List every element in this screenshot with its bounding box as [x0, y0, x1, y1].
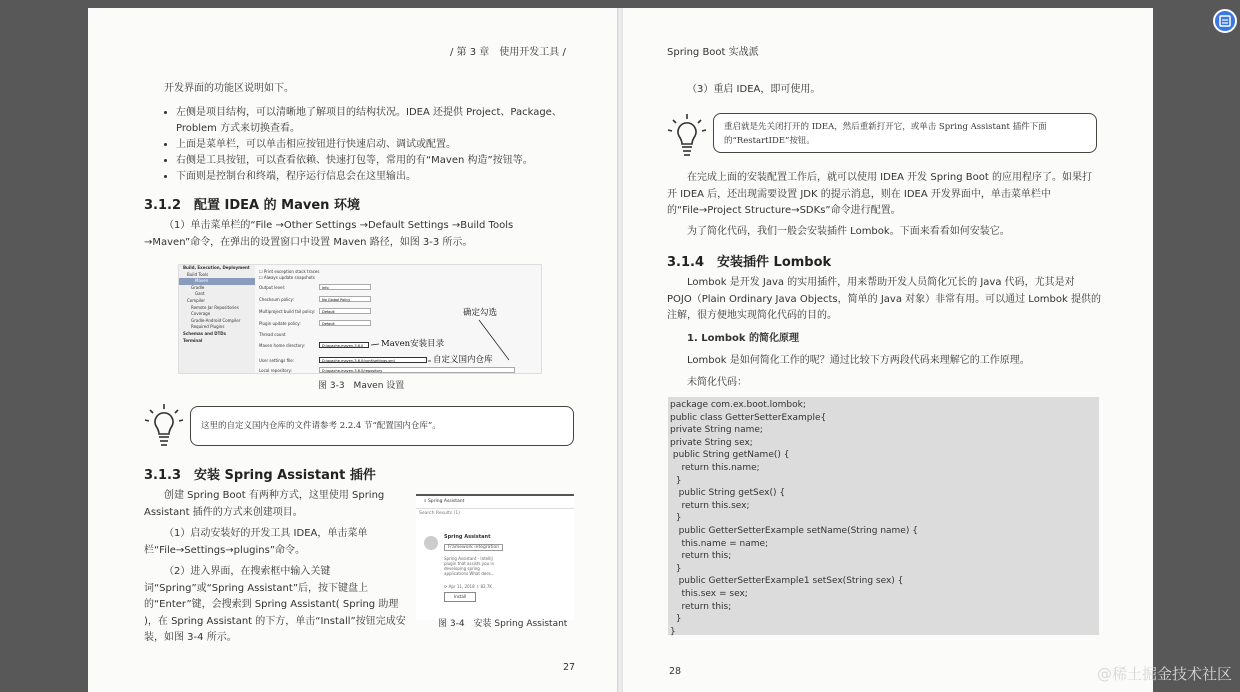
tree-item: Gradle-Android Compiler [191, 317, 241, 323]
setting-label: Maven home directory: [259, 343, 306, 348]
code-line: private String name; [670, 425, 763, 436]
code-line: public class GetterSetterExample{ [670, 412, 827, 423]
figure-caption-33: 图 3-3 Maven 设置 [318, 381, 405, 391]
annot-maven-home: Maven安装目录 [381, 339, 445, 349]
code-line: return this.name; [670, 462, 760, 473]
lightbulb-icon [667, 112, 707, 160]
plugin-figure [416, 494, 574, 620]
code-line: package com.ex.boot.lombok; [670, 400, 806, 410]
install-button[interactable]: Install [444, 592, 476, 602]
setting-label: Checksum policy: [259, 297, 294, 302]
note-box-2: 重启就是先关闭打开的 IDEA，然后重新打开它，或单击 Spring Assistant 插件下面的“RestartIDE”按钮。 [713, 113, 1097, 153]
tree-item: Remote Jar Repositories [191, 304, 239, 310]
section-heading-313: 3.1.3 安装 Spring Assistant 插件 [144, 468, 376, 483]
setting-label: Plugin update policy: [259, 321, 301, 326]
feature-list [162, 105, 582, 185]
para-4: Lombok 是如何简化工作的呢？通过比较下方两段代码来理解它的工作原理。 [687, 355, 1030, 366]
list-item: • 左侧是项目结构，可以清晰地了解项目的结构状况。IDEA 还提供 Project、Package、Problem 方式来切换查看。 [176, 105, 582, 137]
setting-label: Local repository: [259, 368, 292, 373]
setting-label: Multiproject build fail policy: [259, 309, 316, 314]
intro-text: 开发界面的功能区说明如下。 [164, 83, 294, 94]
para-2: 为了简化代码，我们一般会安装插件 Lombok。下面来看看如何安装它。 [687, 226, 1010, 237]
list-item: • 下面则是控制台和终端，程序运行信息会在这里输出。 [176, 169, 582, 185]
code-line: private String sex; [670, 437, 753, 448]
maven-home-field: D:/apache-maven-3.6.0 [319, 342, 369, 348]
tree-item-selected: Maven [179, 278, 255, 285]
annot-repo: 自定义国内仓库 [433, 355, 493, 365]
tree-item: Terminal [183, 337, 203, 343]
left-page [88, 8, 617, 692]
para-312: （1）单击菜单栏的“File →Other Settings →Default Settings →Build Tools →Maven”命令，在弹出的设置窗口中设置 Maven 路径，如图 3-3 所示。 [144, 220, 514, 248]
code-line: } [670, 614, 682, 625]
lightbulb-icon [144, 402, 184, 450]
list-item: • 右侧是工具按钮，可以查看依赖、快速打包等，常用的有“Maven 构造”按钮等。 [176, 153, 582, 169]
checkbox-row: ☐ Always update snapshots [259, 275, 315, 280]
para-1: 在完成上面的安装配置工作后，就可以使用 IDEA 开发 Spring Boot 的应用程序了。如果打开 IDEA 后，还出现需要设置 JDK 的提示消息，则在 IDEA 开发界面中，单击菜单栏中的“File→Project Structure→SDKs”命令进行配置。 [667, 172, 1092, 216]
para-313-3: （2）进入界面，在搜索框中输入关键词“Spring”或“Spring Assistant”后，按下键盘上的“Enter”键，会搜索到 Spring Assistant( Spring 助理 )，在 Spring Assistant 的下方，单击“Install”按钮完成安装，如图 3-4 所示。 [144, 566, 406, 643]
setting-field: Default [319, 308, 371, 314]
tree-item: Build, Execution, Deployment [183, 265, 250, 270]
list-item: • 上面是菜单栏，可以单击相应按钮进行快速启动、调试或配置。 [176, 137, 582, 153]
right-page-header: Spring Boot 实战派 [667, 47, 759, 58]
local-repo-field: D:/apache-maven-3.6.0/repository [319, 367, 515, 373]
plugin-search-bar: ⌕ Spring Assistant [416, 496, 574, 509]
para-313-1: 创建 Spring Boot 有两种方式，这里使用 Spring Assistant 插件的方式来创建项目。 [144, 490, 385, 518]
tree-item: Coverage [191, 311, 211, 317]
annotation-arrows [179, 265, 541, 373]
left-page-header: / 第 3 章 使用开发工具 / [450, 47, 566, 58]
code-line: } [670, 475, 682, 486]
book-icon [1215, 11, 1235, 31]
code-line: return this; [670, 601, 732, 612]
code-line: public String getSex() { [670, 488, 786, 499]
subheading-1: 1. Lombok 的简化原理 [687, 333, 800, 344]
code-line: } [670, 513, 682, 524]
note-box-1: 这里的自定义国内仓库的文件请参考 2.2.4 节“配置国内仓库”。 [190, 406, 574, 446]
tree-item: Schemas and DTDs [183, 330, 227, 336]
plugin-icon [424, 536, 438, 550]
search-results-label: Search Results (1) [419, 511, 460, 516]
section-heading-314: 3.1.4 安装插件 Lombok [667, 255, 832, 270]
code-line: } [670, 626, 676, 637]
code-line: public String getName() { [670, 450, 790, 461]
watermark: @稀土掘金技术社区 [1096, 665, 1232, 683]
plugin-tag: Framework integration [444, 544, 503, 551]
code-line: public GetterSetterExample setName(String name) { [670, 525, 918, 536]
setting-field: Info [319, 284, 371, 290]
tree-item: Gradle [191, 284, 205, 290]
para-3: Lombok 是开发 Java 的实用插件，用来帮助开发人员简化冗长的 Java 代码，尤其是对 POJO（Plain Ordinary Java Objects，简单的 Java 对象）非常有用。可以通过 Lombok 提供的注解，很方便地实现简化代码的目的。 [667, 277, 1101, 321]
code-block [668, 397, 1099, 635]
tree-item: Compiler [187, 297, 206, 303]
step3-text: （3）重启 IDEA，即可使用。 [687, 84, 821, 95]
setting-label: Output level: [259, 285, 286, 290]
para-313-2: （1）启动安装好的开发工具 IDEA，单击菜单栏“File→Settings→plugins”命令。 [144, 528, 368, 556]
plugin-description: Spring Assistant - IntelliJ plugin that assists you in developing spring applications What does... [444, 556, 495, 576]
plugin-name: Spring Assistant [444, 534, 491, 540]
tree-item: Required Plugins [191, 324, 225, 330]
setting-field: No Global Policy [319, 296, 371, 302]
float-action-button[interactable] [1213, 9, 1237, 33]
annot-confirm: 确定勾选 [463, 308, 498, 318]
code-line: } [670, 563, 682, 574]
tree-item: Gant [195, 291, 205, 297]
code-line: this.name = name; [670, 538, 769, 549]
page-number-left: 27 [563, 662, 576, 673]
code-line: this.sex = sex; [670, 588, 748, 599]
user-settings-field: D:/apache-maven-3.6.0/conf/settings.xml [319, 357, 427, 363]
code-line: return this; [670, 551, 732, 562]
setting-field: Default [319, 320, 371, 326]
para-5: 未简化代码： [687, 377, 747, 388]
plugin-meta: ⟳ Apr 11, 2018 ⇩ 82.7K [444, 584, 493, 589]
checkbox-row: ☐ Print exception stack traces [259, 269, 320, 274]
code-line: return this.sex; [670, 500, 750, 511]
setting-label: Thread count [259, 332, 286, 337]
section-heading-312: 3.1.2 配置 IDEA 的 Maven 环境 [144, 198, 360, 213]
tree-item: Build Tools [187, 271, 209, 277]
maven-settings-figure [178, 264, 542, 374]
figure-caption-34: 图 3-4 安装 Spring Assistant [438, 619, 568, 629]
code-line: public GetterSetterExample1 setSex(String sex) { [670, 576, 904, 587]
page-number-right: 28 [669, 666, 682, 677]
setting-label: User settings file: [259, 358, 295, 363]
right-page [623, 8, 1153, 692]
